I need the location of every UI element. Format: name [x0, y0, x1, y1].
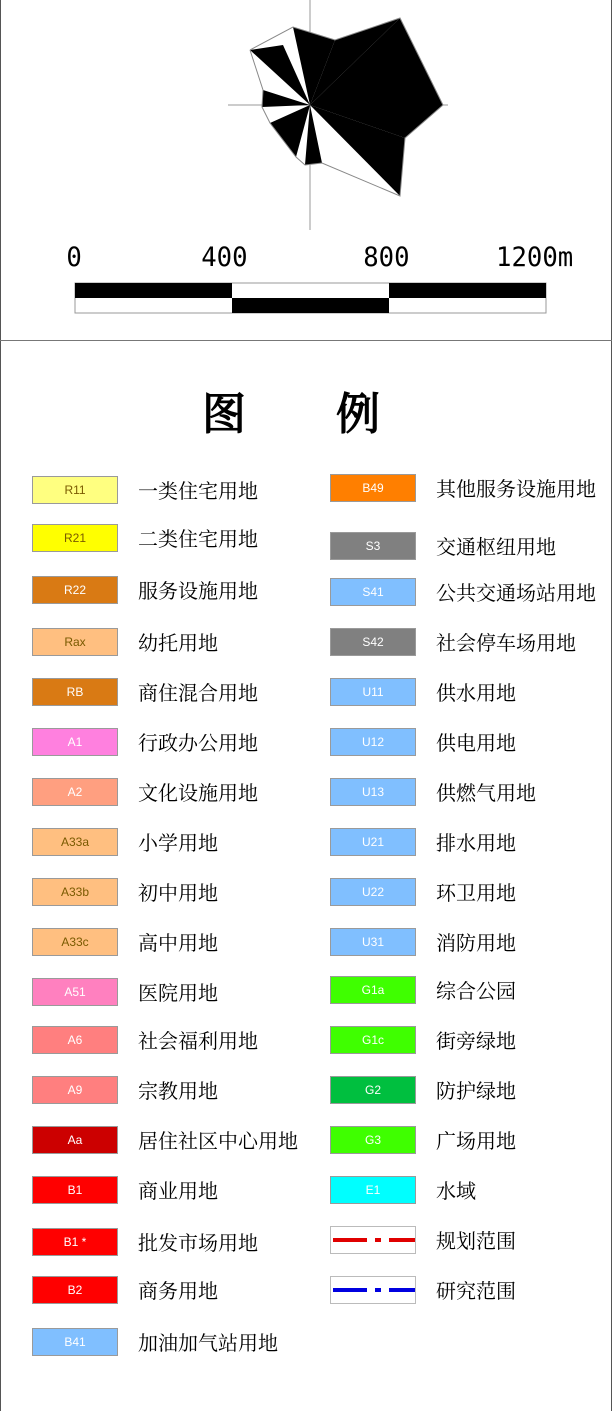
legend-item-label: 文化设施用地: [138, 781, 258, 805]
legend-swatch: A2: [32, 778, 118, 806]
scale-label-1200m: 1200m: [496, 242, 574, 273]
legend-swatch: U13: [330, 778, 416, 806]
legend-item: [330, 928, 610, 958]
legend-swatch: U22: [330, 878, 416, 906]
legend-item-label: 研究范围: [436, 1279, 516, 1303]
legend-item-label: 社会停车场用地: [436, 631, 576, 655]
legend-item-label: 交通枢纽用地: [436, 535, 556, 559]
legend-swatch: E1: [330, 1176, 416, 1204]
legend-item-label: 宗教用地: [138, 1079, 218, 1103]
legend-title: [0, 378, 612, 440]
scale-bar-seg-1: [75, 283, 232, 298]
legend-title-char-1: 图: [202, 389, 246, 440]
legend-item: [330, 976, 610, 1006]
legend-item: [330, 1076, 610, 1106]
legend-item: [330, 628, 610, 658]
legend-item: [330, 1026, 610, 1056]
legend-swatch: A9: [32, 1076, 118, 1104]
legend-line-dash: [333, 1288, 367, 1292]
legend-item-label: 规划范围: [436, 1229, 516, 1253]
legend-item-label: 批发市场用地: [138, 1231, 258, 1255]
legend-swatch: U31: [330, 928, 416, 956]
legend-item: [32, 1076, 312, 1106]
legend-item: [32, 1126, 312, 1156]
legend-item-label: 二类住宅用地: [138, 527, 258, 551]
compass-rose: [0, 0, 612, 235]
legend-item-label: 排水用地: [436, 831, 516, 855]
legend-item-label: 消防用地: [436, 931, 516, 955]
legend-item-label: 幼托用地: [138, 631, 218, 655]
legend-item: [32, 878, 312, 908]
legend-item-label: 供电用地: [436, 731, 516, 755]
legend-swatch: U11: [330, 678, 416, 706]
legend-item-label: 公共交通场站用地: [436, 581, 596, 605]
legend-item: [32, 1276, 312, 1306]
legend-item-label: 街旁绿地: [436, 1029, 516, 1053]
legend-swatch: A6: [32, 1026, 118, 1054]
legend-line-dash: [333, 1238, 367, 1242]
legend-swatch: G1c: [330, 1026, 416, 1054]
legend-item-label: 商务用地: [138, 1279, 218, 1303]
legend-swatch: S42: [330, 628, 416, 656]
legend-swatch: A1: [32, 728, 118, 756]
legend-item-label: 商住混合用地: [138, 681, 258, 705]
legend-swatch: B49: [330, 474, 416, 502]
legend-swatch: Aa: [32, 1126, 118, 1154]
legend-item-label: 初中用地: [138, 881, 218, 905]
legend-item: [32, 1228, 312, 1258]
legend-item: [330, 1276, 610, 1306]
legend-swatch: R11: [32, 476, 118, 504]
legend-item: [32, 778, 312, 808]
legend-item: [330, 474, 610, 504]
scale-bar-seg-2: [232, 298, 389, 313]
legend-item: [32, 524, 312, 554]
legend-item-label: 服务设施用地: [138, 579, 258, 603]
legend-item: [32, 678, 312, 708]
legend-item: [32, 928, 312, 958]
legend-item-label: 加油加气站用地: [138, 1331, 278, 1355]
legend-item: [330, 778, 610, 808]
legend-swatch: A51: [32, 978, 118, 1006]
legend-item-label: 一类住宅用地: [138, 479, 258, 503]
legend-swatch: G3: [330, 1126, 416, 1154]
legend-item: [330, 1126, 610, 1156]
legend-item-label: 广场用地: [436, 1129, 516, 1153]
legend-item-label: 水域: [436, 1179, 476, 1203]
legend-item: [330, 828, 610, 858]
legend-swatch: S3: [330, 532, 416, 560]
legend-swatch: G2: [330, 1076, 416, 1104]
scale-label-0: 0: [66, 242, 82, 273]
legend-item-label: 小学用地: [138, 831, 218, 855]
legend-swatch: Rax: [32, 628, 118, 656]
legend-item: [330, 1176, 610, 1206]
legend-item: [32, 728, 312, 758]
legend-swatch: U21: [330, 828, 416, 856]
legend-line-swatch: [330, 1276, 416, 1304]
legend-item-label: 供燃气用地: [436, 781, 536, 805]
legend-item: [330, 578, 610, 608]
legend-item: [32, 476, 312, 506]
legend-item: [32, 1328, 312, 1358]
legend-swatch: A33a: [32, 828, 118, 856]
legend-item: [330, 878, 610, 908]
legend-item-label: 供水用地: [436, 681, 516, 705]
legend-swatch: G1a: [330, 976, 416, 1004]
legend-line-dash: [389, 1238, 415, 1242]
legend-item-label: 行政办公用地: [138, 731, 258, 755]
legend-line-swatch: [330, 1226, 416, 1254]
legend-title-char-2: 例: [336, 389, 380, 440]
legend-swatch: R21: [32, 524, 118, 552]
legend-item: [330, 532, 610, 562]
legend-item-label: 高中用地: [138, 931, 218, 955]
legend-item: [32, 1026, 312, 1056]
legend-line-dash: [375, 1288, 381, 1292]
legend-item: [330, 1226, 610, 1256]
legend-item-label: 医院用地: [138, 981, 218, 1005]
legend-swatch: B41: [32, 1328, 118, 1356]
legend-swatch: U12: [330, 728, 416, 756]
legend-item: [32, 628, 312, 658]
legend-item-label: 居住社区中心用地: [138, 1129, 298, 1153]
legend-item: [32, 978, 312, 1008]
section-divider: [0, 340, 612, 341]
legend-item: [32, 1176, 312, 1206]
legend-item: [32, 576, 312, 606]
legend-item-label: 商业用地: [138, 1179, 218, 1203]
legend-swatch: B1 *: [32, 1228, 118, 1256]
scale-label-800: 800: [363, 242, 410, 273]
legend-item-label: 环卫用地: [436, 881, 516, 905]
legend-item-label: 综合公园: [436, 979, 516, 1003]
scale-label-400: 400: [201, 242, 248, 273]
legend-item: [32, 828, 312, 858]
legend-item: [330, 728, 610, 758]
legend-item-label: 其他服务设施用地: [436, 477, 596, 501]
legend-swatch: S41: [330, 578, 416, 606]
legend-swatch: B2: [32, 1276, 118, 1304]
legend-swatch: R22: [32, 576, 118, 604]
scale-bar-seg-3: [389, 283, 546, 298]
legend-line-dash: [375, 1238, 381, 1242]
legend-item-label: 防护绿地: [436, 1079, 516, 1103]
legend-item: [330, 678, 610, 708]
legend-swatch: B1: [32, 1176, 118, 1204]
legend-item-label: 社会福利用地: [138, 1029, 258, 1053]
legend-swatch: A33c: [32, 928, 118, 956]
scale-bar: [74, 282, 548, 316]
legend-line-dash: [389, 1288, 415, 1292]
legend-swatch: A33b: [32, 878, 118, 906]
legend-swatch: RB: [32, 678, 118, 706]
